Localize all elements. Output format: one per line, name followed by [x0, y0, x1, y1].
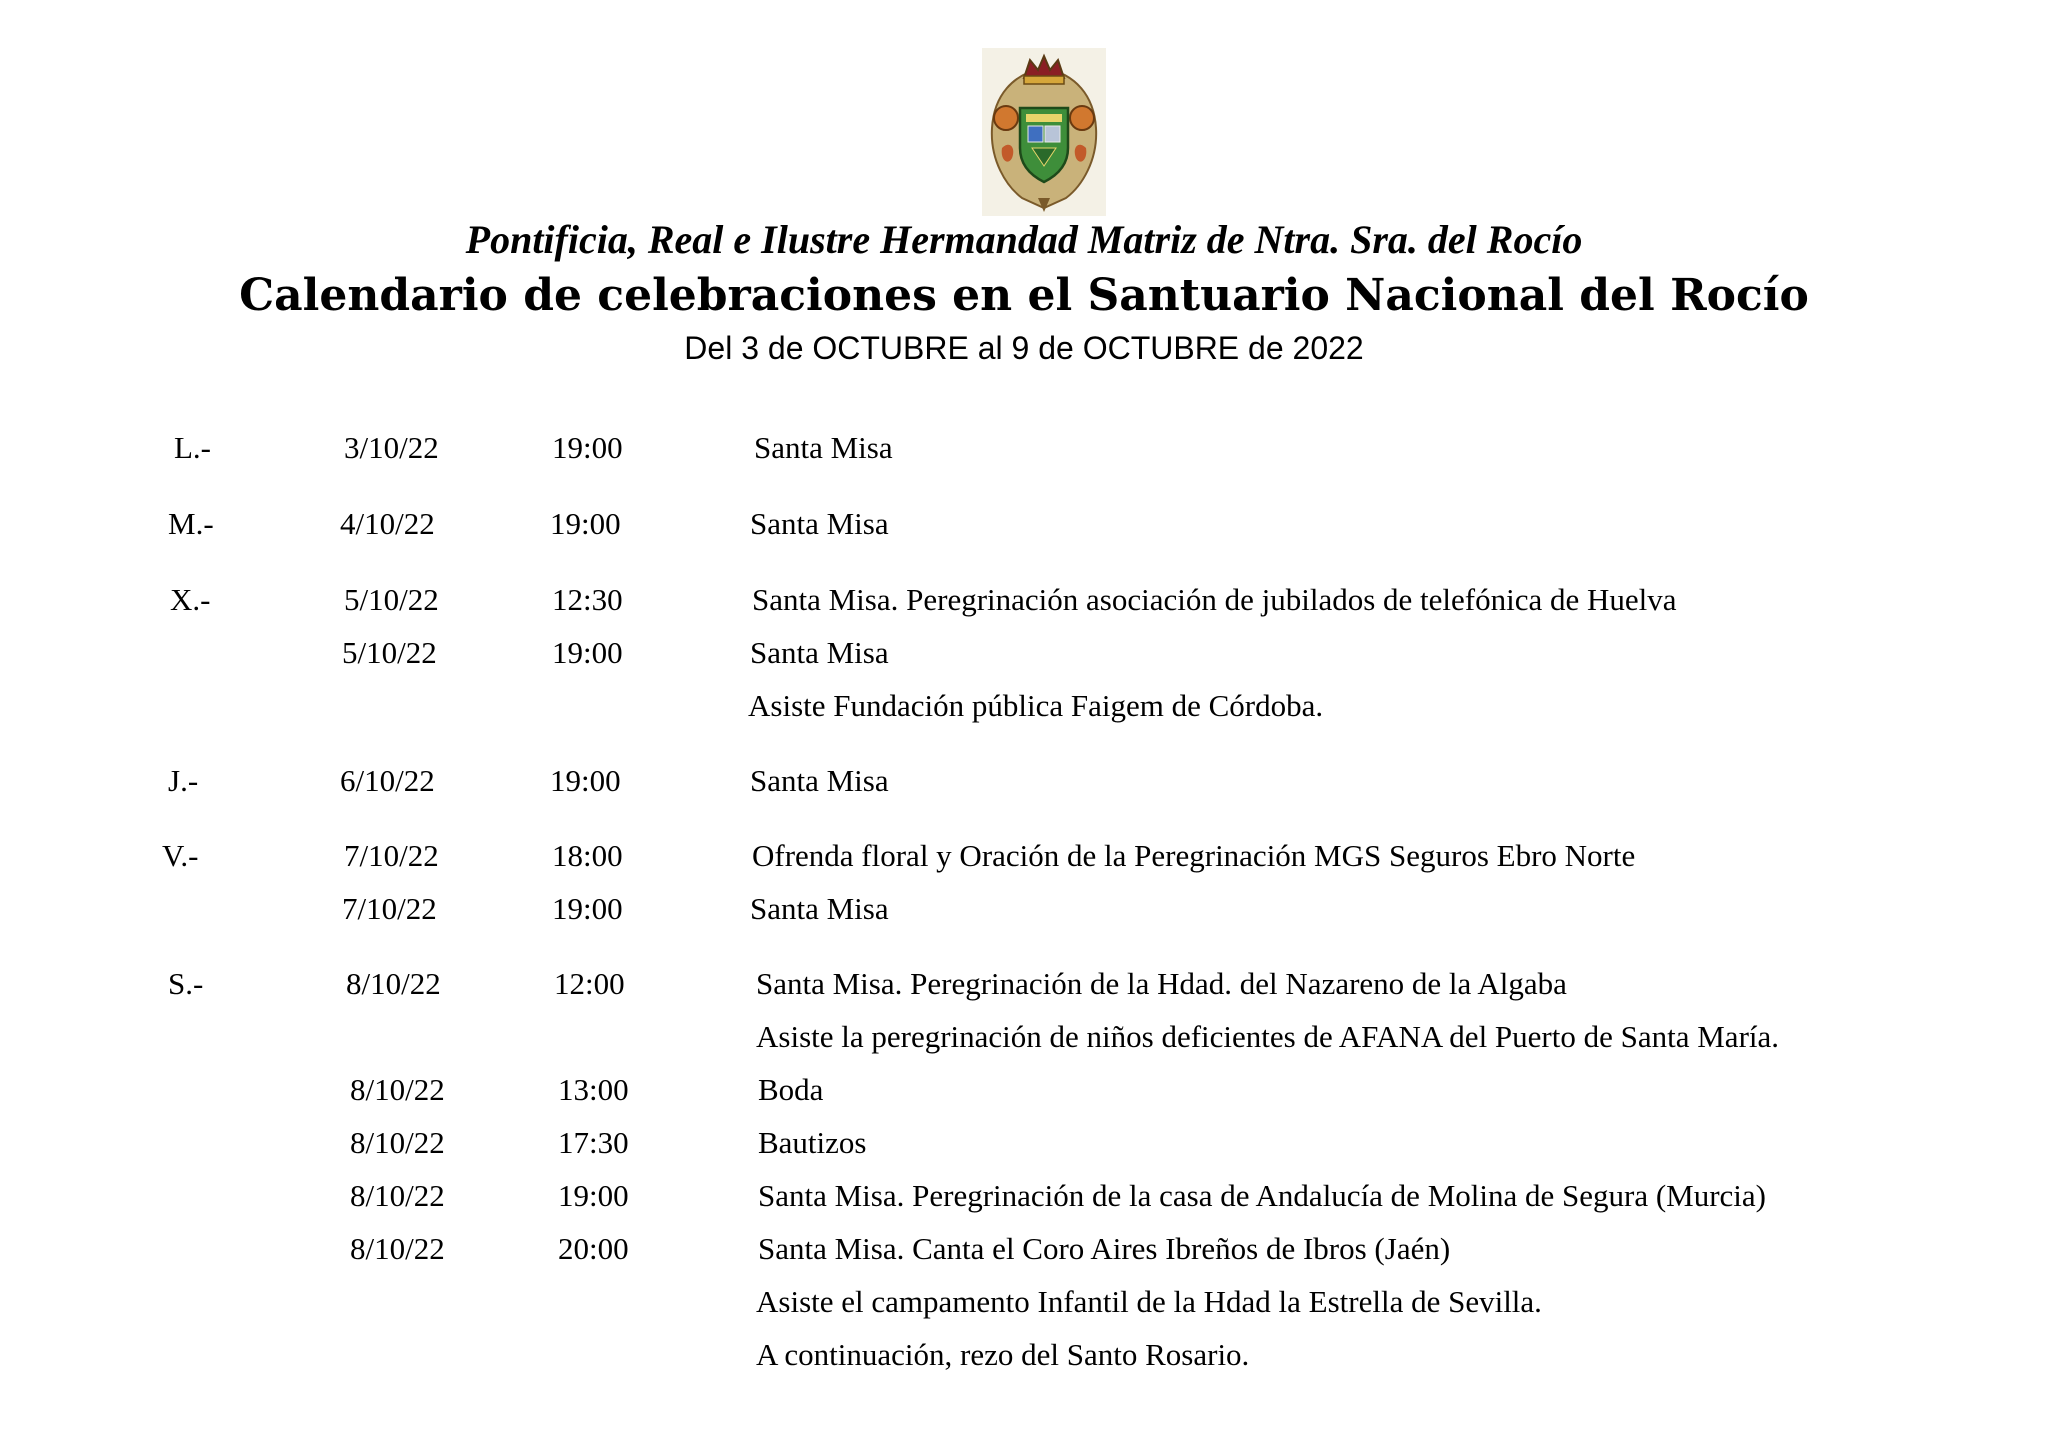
date-cell: 4/10/22	[340, 506, 435, 541]
date-cell: 8/10/22	[350, 1231, 445, 1266]
schedule-row	[0, 759, 2048, 803]
day-label: V.-	[162, 838, 199, 873]
schedule-row	[0, 631, 2048, 675]
event-cell: Asiste el campamento Infantil de la Hdad la Estrella de Sevilla.	[756, 1284, 1542, 1319]
event-cell: Santa Misa	[750, 635, 889, 670]
time-cell: 12:30	[552, 582, 623, 617]
time-cell: 12:00	[554, 966, 625, 1001]
time-cell: 19:00	[558, 1178, 629, 1213]
time-cell: 13:00	[558, 1072, 629, 1107]
date-cell: 8/10/22	[350, 1178, 445, 1213]
event-cell: Asiste Fundación pública Faigem de Córdoba.	[748, 688, 1324, 723]
date-cell: 7/10/22	[344, 838, 439, 873]
schedule-row	[0, 1015, 2048, 1059]
event-cell: Boda	[758, 1072, 824, 1107]
page-title: Calendario de celebraciones en el Santuario Nacional del Rocío	[239, 270, 1809, 321]
time-cell: 19:00	[552, 430, 623, 465]
event-cell: Santa Misa	[754, 430, 893, 465]
event-cell: Santa Misa. Peregrinación asociación de jubilados de telefónica de Huelva	[752, 582, 1677, 617]
schedule-row	[0, 684, 2048, 728]
event-cell: Santa Misa	[750, 763, 889, 798]
schedule-row	[0, 578, 2048, 622]
schedule-row	[0, 1333, 2048, 1377]
time-cell: 19:00	[552, 891, 623, 926]
time-cell: 19:00	[552, 635, 623, 670]
date-cell: 7/10/22	[342, 891, 437, 926]
date-range: Del 3 de OCTUBRE al 9 de OCTUBRE de 2022	[684, 330, 1364, 366]
day-label: S.-	[168, 966, 204, 1001]
schedule-row	[0, 1174, 2048, 1218]
day-label: M.-	[168, 506, 214, 541]
schedule-row	[0, 1068, 2048, 1112]
event-cell: Santa Misa. Peregrinación de la casa de Andalucía de Molina de Segura (Murcia)	[758, 1178, 1766, 1213]
time-cell: 19:00	[550, 506, 621, 541]
date-cell: 8/10/22	[350, 1072, 445, 1107]
date-cell: 6/10/22	[340, 763, 435, 798]
event-cell: Bautizos	[758, 1125, 867, 1160]
schedule-row	[0, 1121, 2048, 1165]
schedule-row	[0, 1227, 2048, 1271]
day-label: J.-	[168, 763, 199, 798]
date-cell: 5/10/22	[344, 582, 439, 617]
event-cell: Santa Misa	[750, 891, 889, 926]
crest-icon	[982, 48, 1106, 216]
schedule-row	[0, 426, 2048, 470]
time-cell: 19:00	[550, 763, 621, 798]
event-cell: Ofrenda floral y Oración de la Peregrinación MGS Seguros Ebro Norte	[752, 838, 1636, 873]
event-cell: Santa Misa	[750, 506, 889, 541]
date-cell: 8/10/22	[350, 1125, 445, 1160]
time-cell: 20:00	[558, 1231, 629, 1266]
schedule-row	[0, 834, 2048, 878]
event-cell: Santa Misa. Canta el Coro Aires Ibreños de Ibros (Jaén)	[758, 1231, 1451, 1266]
event-cell: A continuación, rezo del Santo Rosario.	[756, 1337, 1250, 1372]
date-cell: 5/10/22	[342, 635, 437, 670]
event-cell: Asiste la peregrinación de niños deficientes de AFANA del Puerto de Santa María.	[756, 1019, 1780, 1054]
schedule-row	[0, 962, 2048, 1006]
day-label: L.-	[174, 430, 212, 465]
schedule-row	[0, 1280, 2048, 1324]
date-cell: 8/10/22	[346, 966, 441, 1001]
time-cell: 17:30	[558, 1125, 629, 1160]
schedule-row	[0, 502, 2048, 546]
schedule-row	[0, 887, 2048, 931]
time-cell: 18:00	[552, 838, 623, 873]
day-label: X.-	[170, 582, 211, 617]
event-cell: Santa Misa. Peregrinación de la Hdad. del Nazareno de la Algaba	[756, 966, 1567, 1001]
date-cell: 3/10/22	[344, 430, 439, 465]
brotherhood-name: Pontificia, Real e Ilustre Hermandad Matriz de Ntra. Sra. del Rocío	[465, 217, 1583, 262]
